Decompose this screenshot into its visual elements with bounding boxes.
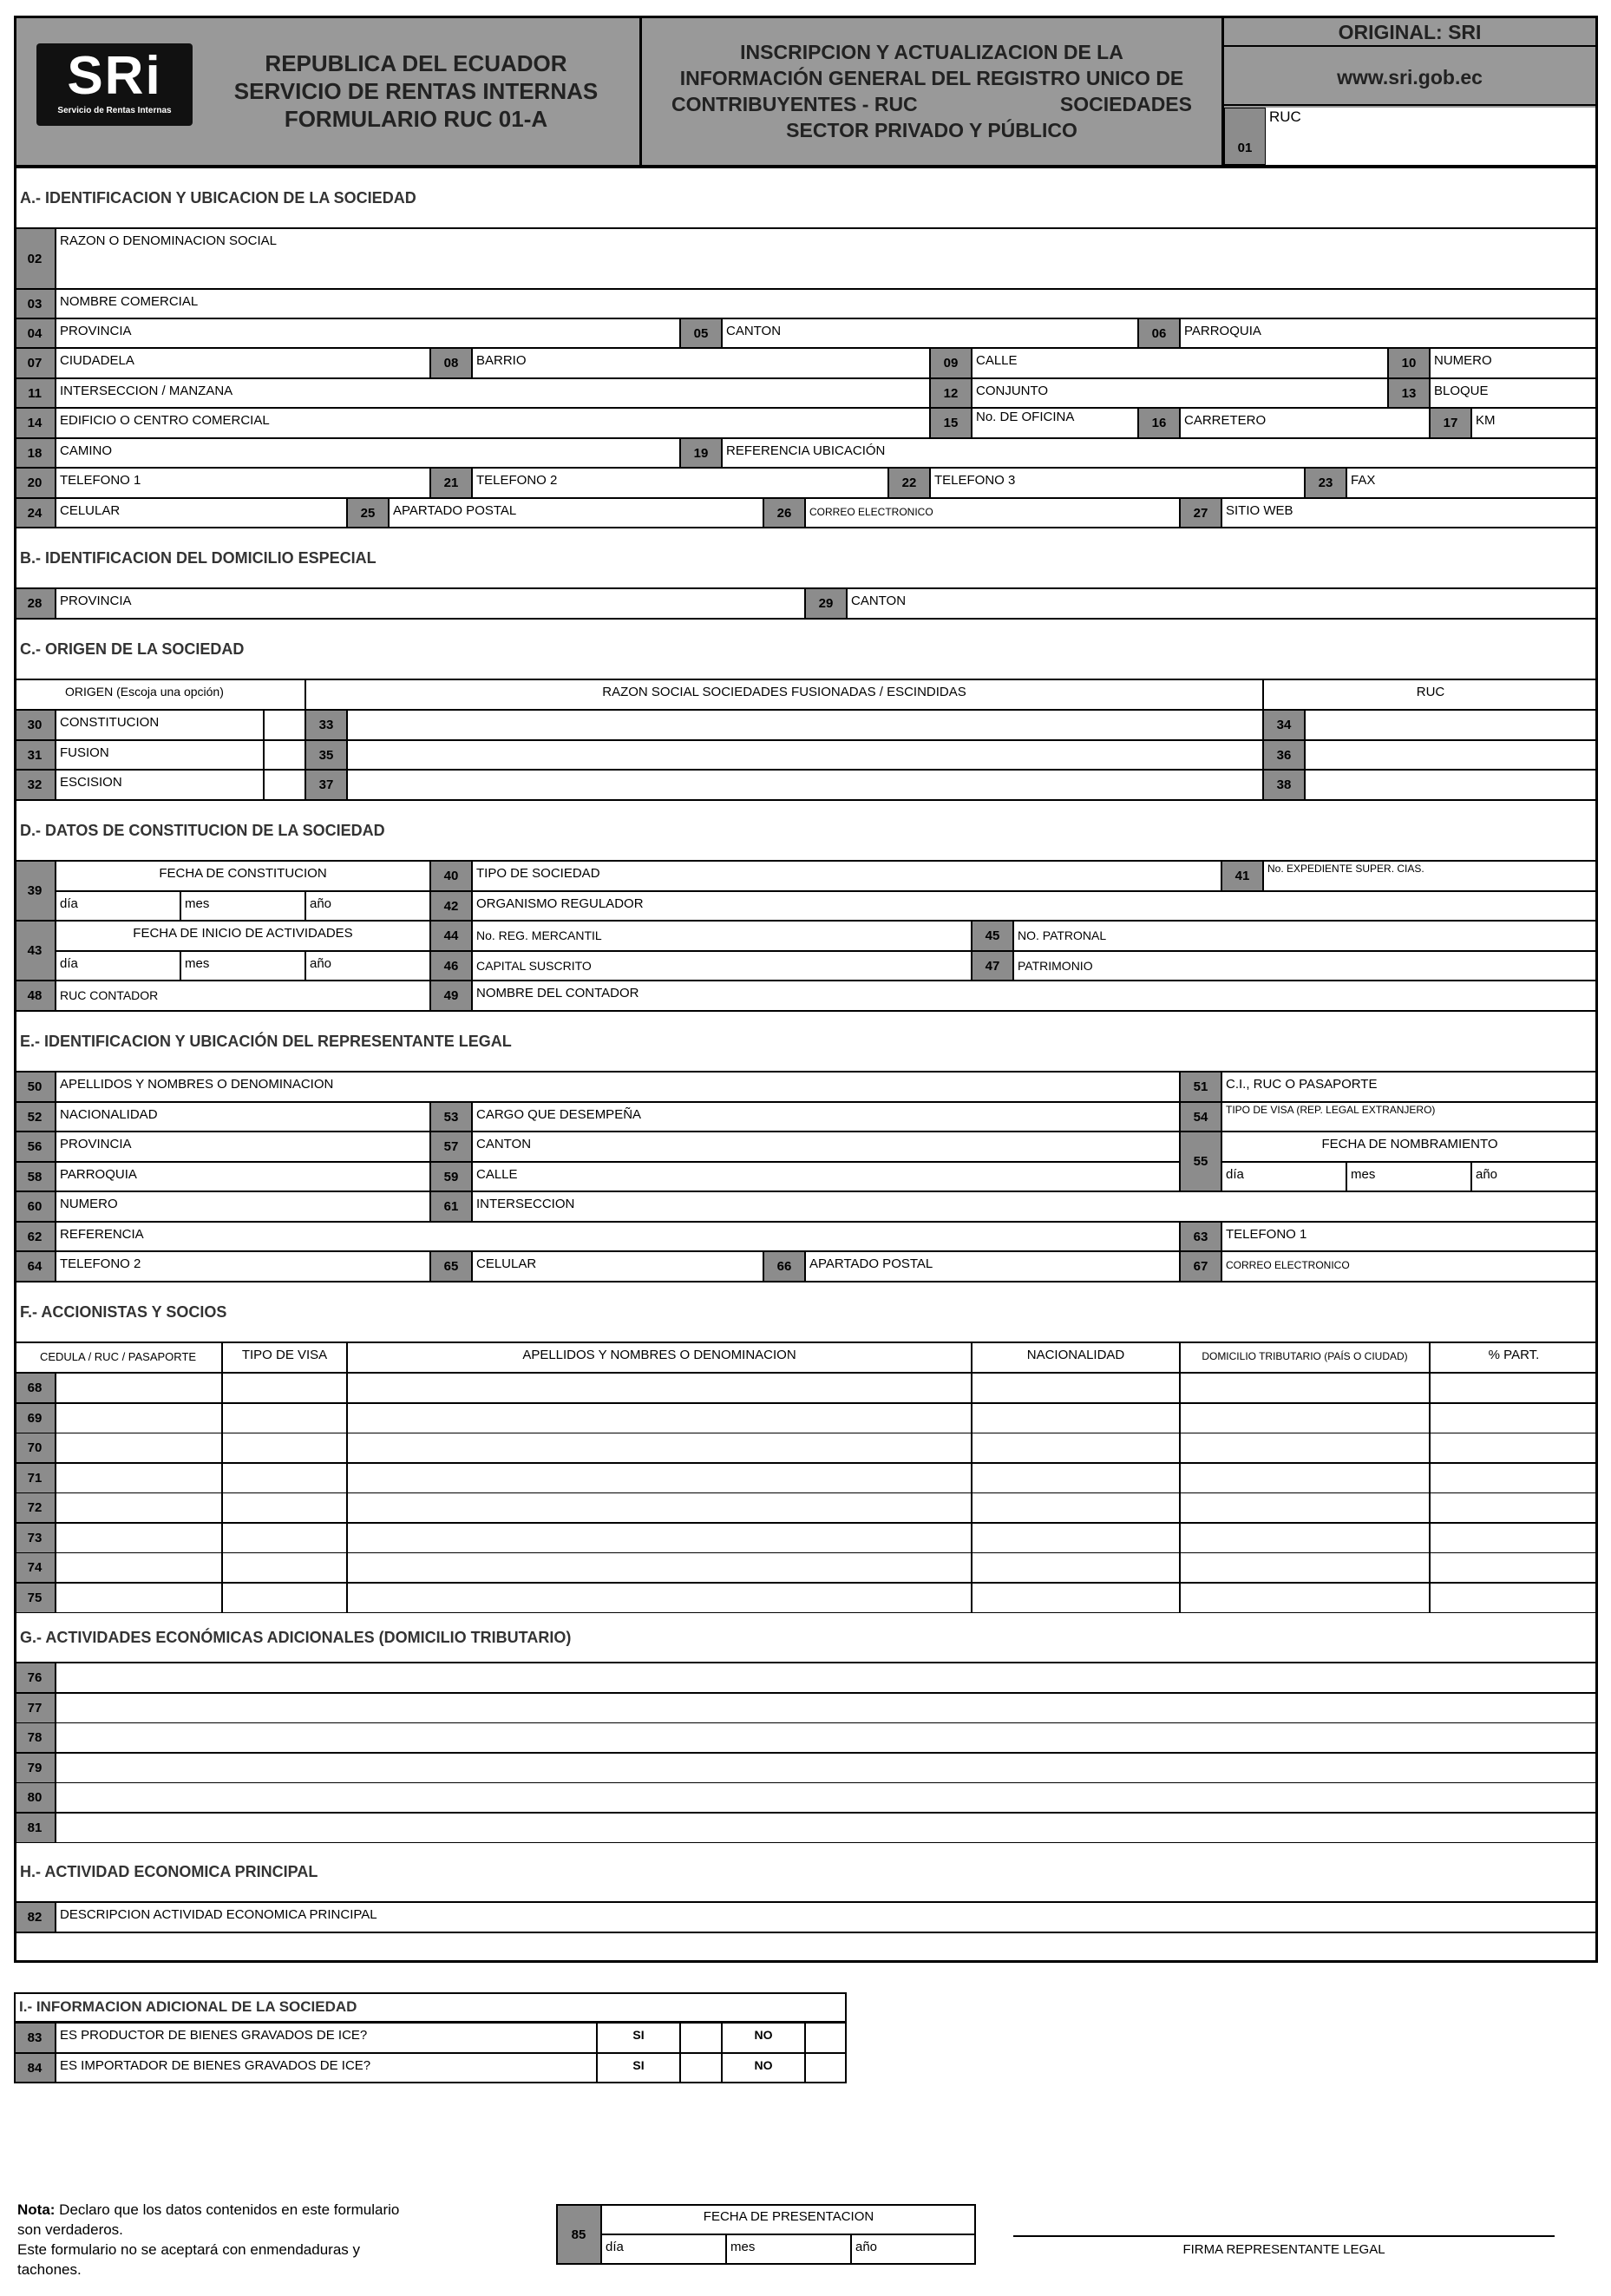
shareholder-row-num: 69 [14,1403,56,1433]
shareholder-cell[interactable] [1430,1583,1598,1613]
field-40[interactable]: TIPO DE SOCIEDAD [472,861,1221,891]
field-83-num: 83 [14,2023,56,2053]
shareholder-cell[interactable] [347,1373,972,1403]
field-14[interactable]: EDIFICIO O CENTRO COMERCIAL [56,408,930,438]
signature-line[interactable] [1013,2235,1555,2237]
field-43-mes[interactable]: mes [180,951,305,981]
field-85-num: 85 [556,2204,601,2265]
field-64[interactable]: TELEFONO 2 [56,1251,430,1282]
form-line1: INSCRIPCION Y ACTUALIZACION DE LA [740,41,1123,63]
field-49[interactable]: NOMBRE DEL CONTADOR [472,981,1598,1011]
col-nacionalidad: NACIONALIDAD [972,1342,1180,1373]
field-32-check[interactable] [264,770,305,800]
field-16-num: 16 [1138,408,1180,438]
field-14-num: 14 [14,408,56,438]
shareholder-cell[interactable] [1180,1463,1430,1493]
field-55-mes[interactable]: mes [1346,1162,1471,1191]
field-37-num: 37 [305,770,347,800]
activity-row-num: 80 [14,1782,56,1813]
field-32: ESCISION [56,770,264,800]
shareholder-cell[interactable] [222,1492,347,1523]
field-19-num: 19 [680,438,722,468]
field-32-num: 32 [14,770,56,800]
field-08[interactable]: BARRIO [472,348,930,378]
field-05[interactable]: CANTON [722,318,1138,348]
field-09[interactable]: CALLE [972,348,1388,378]
shareholder-cell[interactable] [1430,1492,1598,1523]
field-61[interactable]: INTERSECCION [472,1191,1598,1222]
shareholder-cell[interactable] [56,1403,222,1433]
form-line2: INFORMACIÓN GENERAL DEL REGISTRO UNICO DE [679,67,1184,89]
field-63-num: 63 [1180,1222,1221,1251]
field-12[interactable]: CONJUNTO [972,378,1388,408]
field-36-num: 36 [1263,740,1305,770]
field-36[interactable] [1305,740,1598,770]
shareholder-cell[interactable] [222,1433,347,1463]
section-e-title: E.- IDENTIFICACION Y UBICACIÓN DEL REPRESENTANTE LEGAL [14,1011,1598,1072]
field-55-label: FECHA DE NOMBRAMIENTO [1221,1132,1598,1162]
field-26[interactable]: CORREO ELECTRONICO [805,498,1180,528]
field-07-num: 07 [14,348,56,378]
form-line3 [671,91,1192,117]
section-d-title: D.- DATOS DE CONSTITUCION DE LA SOCIEDAD [14,800,1598,861]
field-09-num: 09 [930,348,972,378]
org-line2: SERVICIO DE RENTAS INTERNAS [233,78,599,104]
shareholder-cell[interactable] [1180,1583,1430,1613]
field-28-num: 28 [14,588,56,619]
field-38-num: 38 [1263,770,1305,800]
field-43-dia[interactable]: día [56,951,180,981]
note-line4: tachones. [17,2261,82,2278]
shareholder-cell[interactable] [972,1523,1180,1553]
field-64-num: 64 [14,1251,56,1282]
shareholder-row-num: 71 [14,1463,56,1493]
shareholder-row-num: 74 [14,1552,56,1583]
field-84-si: SI [597,2053,680,2083]
field-41[interactable]: No. EXPEDIENTE SUPER. CIAS. [1263,861,1598,891]
shareholder-cell[interactable] [972,1433,1180,1463]
field-31-check[interactable] [264,740,305,770]
shareholder-cell[interactable] [56,1583,222,1613]
shareholder-cell[interactable] [972,1552,1180,1583]
field-23[interactable]: FAX [1346,468,1598,498]
col-part: % PART. [1430,1342,1598,1373]
activity-row-field[interactable] [56,1663,1598,1693]
shareholder-cell[interactable] [1430,1403,1598,1433]
field-15[interactable]: No. DE OFICINA [972,408,1138,438]
field-56-num: 56 [14,1132,56,1162]
field-39-anio[interactable]: año [305,891,430,921]
field-22-num: 22 [888,468,930,498]
form-line4: SECTOR PRIVADO Y PÚBLICO [786,119,1077,141]
field-55-num: 55 [1180,1132,1221,1191]
field-67-num: 67 [1180,1251,1221,1282]
activity-row-num: 77 [14,1693,56,1723]
field-03[interactable]: NOMBRE COMERCIAL [56,289,1598,318]
field-55-anio[interactable]: año [1471,1162,1598,1191]
field-48[interactable]: RUC CONTADOR [56,981,430,1011]
field-20-num: 20 [14,468,56,498]
org-line1: REPUBLICA DEL ECUADOR [265,50,567,76]
shareholder-cell[interactable] [347,1492,972,1523]
field-30: CONSTITUCION [56,710,264,740]
sri-logo-subtitle: Servicio de Rentas Internas [57,106,172,115]
form-title [642,17,1221,165]
field-52[interactable]: NACIONALIDAD [56,1102,430,1132]
field-40-num: 40 [430,861,472,891]
field-53[interactable]: CARGO QUE DESEMPEÑA [472,1102,1180,1132]
sri-logo-text: SRi [67,46,162,106]
form-line3-ruc: CONTRIBUYENTES - RUC [671,93,918,115]
field-06[interactable]: PARROQUIA [1180,318,1598,348]
shareholder-cell[interactable] [56,1523,222,1553]
section-a-title: A.- IDENTIFICACION Y UBICACION DE LA SOCIEDAD [14,167,1598,228]
activity-row-num: 79 [14,1753,56,1783]
activity-row-num: 78 [14,1722,56,1753]
field-04[interactable]: PROVINCIA [56,318,680,348]
shareholder-cell[interactable] [222,1463,347,1493]
footer-note [17,2200,503,2280]
field-83-si: SI [597,2023,680,2053]
section-b-title: B.- IDENTIFICACION DEL DOMICILIO ESPECIAL [14,528,1598,588]
shareholder-cell[interactable] [972,1463,1180,1493]
field-84-num: 84 [14,2053,56,2083]
form-line3-sociedades: SOCIEDADES [1059,93,1192,115]
field-85-mes[interactable]: mes [726,2234,851,2265]
field-54[interactable]: TIPO DE VISA (REP. LEGAL EXTRANJERO) [1221,1102,1598,1132]
activity-row-field[interactable] [56,1722,1598,1753]
field-47-num: 47 [972,951,1013,981]
field-16[interactable]: CARRETERO [1180,408,1430,438]
field-02-num: 02 [14,228,56,289]
note-line3: Este formulario no se aceptará con enmendaduras y [17,2241,361,2258]
shareholder-row-num: 72 [14,1492,56,1523]
shareholder-cell[interactable] [56,1433,222,1463]
field-20[interactable]: TELEFONO 1 [56,468,430,498]
field-25[interactable]: APARTADO POSTAL [389,498,763,528]
field-03-num: 03 [14,289,56,318]
field-49-num: 49 [430,981,472,1011]
activity-row-num: 81 [14,1813,56,1843]
activity-row-field[interactable] [56,1693,1598,1723]
section-g-title: G.- ACTIVIDADES ECONÓMICAS ADICIONALES (DOMICILIO TRIBUTARIO) [14,1612,1598,1663]
field-62-num: 62 [14,1222,56,1251]
shareholder-cell[interactable] [972,1492,1180,1523]
field-37[interactable] [347,770,1263,800]
field-59[interactable]: CALLE [472,1162,1180,1191]
org-line3: FORMULARIO RUC 01-A [284,106,548,132]
field-83: ES PRODUCTOR DE BIENES GRAVADOS DE ICE? [56,2023,597,2053]
field-39-num: 39 [14,861,56,921]
field-58[interactable]: PARROQUIA [56,1162,430,1191]
section-f-title: F.- ACCIONISTAS Y SOCIOS [14,1282,1598,1342]
field-62[interactable]: REFERENCIA [56,1222,1180,1251]
shareholder-cell[interactable] [347,1433,972,1463]
shareholder-cell[interactable] [222,1373,347,1403]
field-84-no: NO [722,2053,805,2083]
field-50-num: 50 [14,1072,56,1102]
field-85-anio[interactable]: año [851,2234,976,2265]
shareholder-cell[interactable] [1180,1492,1430,1523]
note-line2: son verdaderos. [17,2221,123,2238]
shareholder-cell[interactable] [56,1552,222,1583]
field-28[interactable]: PROVINCIA [56,588,805,619]
field-10[interactable]: NUMERO [1430,348,1598,378]
shareholder-cell[interactable] [222,1403,347,1433]
field-38[interactable] [1305,770,1598,800]
note-line1: Declaro que los datos contenidos en este formulario [55,2201,400,2218]
note-label: Nota: [17,2201,56,2218]
field-31-num: 31 [14,740,56,770]
field-33-num: 33 [305,710,347,740]
field-60-num: 60 [14,1191,56,1222]
field-25-num: 25 [347,498,389,528]
field-47[interactable]: PATRIMONIO [1013,951,1598,981]
field-44-num: 44 [430,921,472,951]
field-11-num: 11 [14,378,56,408]
sri-logo [36,43,193,126]
shareholder-row-num: 73 [14,1523,56,1553]
shareholder-cell[interactable] [56,1492,222,1523]
field-57[interactable]: CANTON [472,1132,1180,1162]
field-65-num: 65 [430,1251,472,1282]
signature-label: FIRMA REPRESENTANTE LEGAL [1182,2242,1385,2257]
field-24[interactable]: CELULAR [56,498,347,528]
field-39-dia[interactable]: día [56,891,180,921]
field-35-num: 35 [305,740,347,770]
field-43-anio[interactable]: año [305,951,430,981]
shareholder-cell[interactable] [1180,1403,1430,1433]
field-22[interactable]: TELEFONO 3 [930,468,1305,498]
col-domicilio: DOMICILIO TRIBUTARIO (PAÍS O CIUDAD) [1180,1342,1430,1373]
field-48-num: 48 [14,981,56,1011]
shareholder-cell[interactable] [347,1523,972,1553]
field-18-num: 18 [14,438,56,468]
website-label: www.sri.gob.ec [1224,49,1595,106]
field-31: FUSION [56,740,264,770]
field-07[interactable]: CIUDADELA [56,348,430,378]
field-85-label: FECHA DE PRESENTACION [601,2204,976,2234]
shareholder-cell[interactable] [56,1463,222,1493]
field-43-num: 43 [14,921,56,981]
field-83-no-check[interactable] [805,2023,847,2053]
field-39-mes[interactable]: mes [180,891,305,921]
field-34-num: 34 [1263,710,1305,740]
field-66-num: 66 [763,1251,805,1282]
shareholder-cell[interactable] [972,1373,1180,1403]
activity-row-field[interactable] [56,1753,1598,1783]
field-19[interactable]: REFERENCIA UBICACIÓN [722,438,1598,468]
field-54-num: 54 [1180,1102,1221,1132]
field-18[interactable]: CAMINO [56,438,680,468]
shareholder-row-num: 68 [14,1373,56,1403]
section-c-title: C.- ORIGEN DE LA SOCIEDAD [14,619,1598,679]
field-06-num: 06 [1138,318,1180,348]
shareholder-cell[interactable] [222,1523,347,1553]
shareholder-cell[interactable] [1180,1552,1430,1583]
field-11[interactable]: INTERSECCION / MANZANA [56,378,930,408]
field-85-dia[interactable]: día [601,2234,726,2265]
field-30-check[interactable] [264,710,305,740]
shareholder-cell[interactable] [347,1403,972,1433]
shareholder-cell[interactable] [222,1552,347,1583]
field-08-num: 08 [430,348,472,378]
shareholder-cell[interactable] [347,1583,972,1613]
field-17-num: 17 [1430,408,1471,438]
field-05-num: 05 [680,318,722,348]
field-83-si-check[interactable] [680,2023,722,2053]
org-title [193,17,639,165]
activity-row-field[interactable] [56,1813,1598,1843]
field-63[interactable]: TELEFONO 1 [1221,1222,1598,1251]
col-ruc: RUC [1263,679,1598,710]
field-34[interactable] [1305,710,1598,740]
field-51-num: 51 [1180,1072,1221,1102]
field-53-num: 53 [430,1102,472,1132]
field-15-num: 15 [930,408,972,438]
field-02[interactable]: RAZON O DENOMINACION SOCIAL [56,228,1598,289]
field-04-num: 04 [14,318,56,348]
section-h-title: H.- ACTIVIDAD ECONOMICA PRINCIPAL [14,1842,1598,1902]
col-apellidos: APELLIDOS Y NOMBRES O DENOMINACION [347,1342,972,1373]
field-67[interactable]: CORREO ELECTRONICO [1221,1251,1598,1282]
field-30-num: 30 [14,710,56,740]
shareholder-cell[interactable] [1180,1433,1430,1463]
field-65[interactable]: CELULAR [472,1251,763,1282]
shareholder-cell[interactable] [56,1373,222,1403]
field-23-num: 23 [1305,468,1346,498]
activity-row-field[interactable] [56,1782,1598,1813]
field-12-num: 12 [930,378,972,408]
field-84: ES IMPORTADOR DE BIENES GRAVADOS DE ICE? [56,2053,597,2083]
field-26-num: 26 [763,498,805,528]
field-27-num: 27 [1180,498,1221,528]
field-42-num: 42 [430,891,472,921]
original-label: ORIGINAL: SRI [1224,18,1595,47]
field-60[interactable]: NUMERO [56,1191,430,1222]
shareholder-cell[interactable] [1430,1463,1598,1493]
field-82-num: 82 [14,1902,56,1932]
field-46-num: 46 [430,951,472,981]
field-58-num: 58 [14,1162,56,1191]
shareholder-cell[interactable] [347,1552,972,1583]
shareholder-cell[interactable] [1180,1523,1430,1553]
field-42[interactable]: ORGANISMO REGULADOR [472,891,1598,921]
field-83-no: NO [722,2023,805,2053]
shareholder-cell[interactable] [222,1583,347,1613]
field-55-dia[interactable]: día [1221,1162,1346,1191]
field-56[interactable]: PROVINCIA [56,1132,430,1162]
field-44[interactable]: No. REG. MERCANTIL [472,921,972,951]
field-45[interactable]: NO. PATRONAL [1013,921,1598,951]
section-i-title: I.- INFORMACION ADICIONAL DE LA SOCIEDAD [14,1992,847,2023]
col-tipo-visa: TIPO DE VISA [222,1342,347,1373]
field-50[interactable]: APELLIDOS Y NOMBRES O DENOMINACION [56,1072,1180,1102]
field-ruc[interactable]: RUC [1266,108,1595,165]
shareholder-cell[interactable] [972,1583,1180,1613]
field-33[interactable] [347,710,1263,740]
shareholder-cell[interactable] [972,1403,1180,1433]
shareholder-row-num: 75 [14,1583,56,1613]
field-45-num: 45 [972,921,1013,951]
shareholder-cell[interactable] [1430,1523,1598,1553]
col-razon-social: RAZON SOCIAL SOCIEDADES FUSIONADAS / ESCINDIDAS [305,679,1263,710]
field-84-si-check[interactable] [680,2053,722,2083]
shareholder-cell[interactable] [1430,1433,1598,1463]
field-29[interactable]: CANTON [847,588,1598,619]
field-21-num: 21 [430,468,472,498]
field-66[interactable]: APARTADO POSTAL [805,1251,1180,1282]
field-13[interactable]: BLOQUE [1430,378,1598,408]
field-21[interactable]: TELEFONO 2 [472,468,888,498]
field-59-num: 59 [430,1162,472,1191]
field-27[interactable]: SITIO WEB [1221,498,1598,528]
field-43-label: FECHA DE INICIO DE ACTIVIDADES [56,921,430,951]
shareholder-cell[interactable] [1180,1373,1430,1403]
field-29-num: 29 [805,588,847,619]
field-51[interactable]: C.I., RUC O PASAPORTE [1221,1072,1598,1102]
field-61-num: 61 [430,1191,472,1222]
field-10-num: 10 [1388,348,1430,378]
field-41-num: 41 [1221,861,1263,891]
field-82-value[interactable] [14,1932,1598,1962]
field-24-num: 24 [14,498,56,528]
col-cedula: CEDULA / RUC / PASAPORTE [14,1342,222,1373]
shareholder-row-num: 70 [14,1433,56,1463]
field-82[interactable]: DESCRIPCION ACTIVIDAD ECONOMICA PRINCIPAL [56,1902,1598,1932]
activity-row-num: 76 [14,1663,56,1693]
field-39-label: FECHA DE CONSTITUCION [56,861,430,891]
shareholder-cell[interactable] [347,1463,972,1493]
field-01-num: 01 [1224,108,1266,165]
field-84-no-check[interactable] [805,2053,847,2083]
col-origen: ORIGEN (Escoja una opción) [14,679,305,710]
field-52-num: 52 [14,1102,56,1132]
field-17[interactable]: KM [1471,408,1598,438]
shareholder-cell[interactable] [1430,1552,1598,1583]
field-13-num: 13 [1388,378,1430,408]
shareholder-cell[interactable] [1430,1373,1598,1403]
field-57-num: 57 [430,1132,472,1162]
field-35[interactable] [347,740,1263,770]
field-46[interactable]: CAPITAL SUSCRITO [472,951,972,981]
